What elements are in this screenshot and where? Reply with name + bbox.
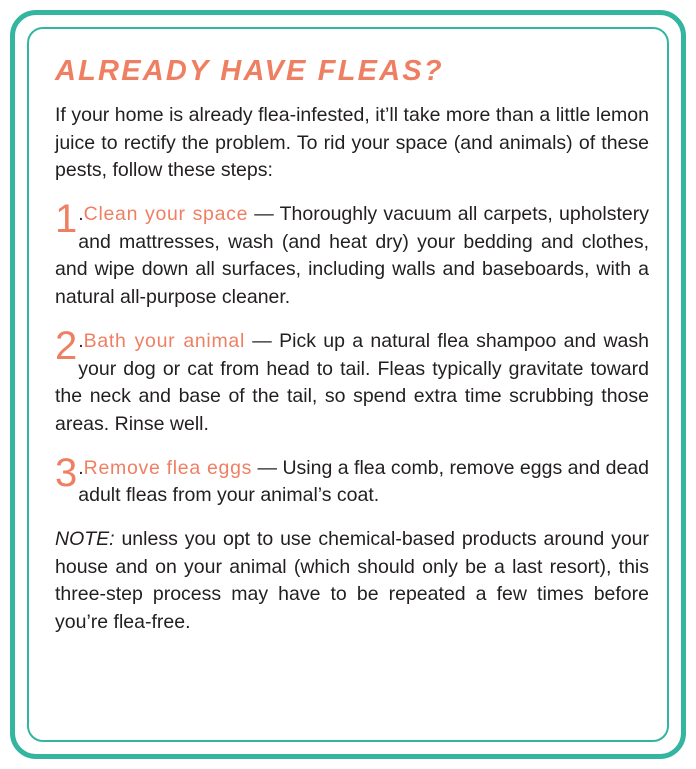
info-card [10, 10, 686, 759]
step-lead: Clean your space [83, 203, 249, 226]
step-body: — Pick up a natural flea shampoo and wash your dog or cat from head to tail. Fleas typically gravitate toward the neck and base of the tail, so spend extra time scrubbing those areas. Rinse well. [55, 329, 649, 435]
step-number-dot: . [78, 203, 84, 226]
step-body: — Using a flea comb, remove eggs and dead adult fleas from your animal’s coat. [78, 456, 649, 507]
step-lead: Bath your animal [83, 329, 245, 352]
list-item [55, 323, 649, 439]
list-item [55, 197, 649, 312]
step-number: 3 [55, 450, 78, 495]
note-body: unless you opt to use chemical-based products around your house and on your animal (which should only be a last resort), this three-step process may have to be repeated a few times before you’re flea-free. [55, 527, 649, 633]
note-paragraph [55, 526, 649, 637]
note-label: NOTE: [55, 527, 115, 550]
card-content [55, 55, 649, 730]
step-number-dot: . [78, 329, 84, 352]
step-body: — Thoroughly vacuum all carpets, upholstery and mattresses, wash (and heat dry) your bedding and clothes, and wipe down all surfaces, including walls and baseboards, with a natural all-purpose cleaner. [55, 203, 649, 309]
info-card-inner-border [27, 27, 669, 742]
step-number: 1 [55, 197, 78, 242]
step-number-dot: . [78, 456, 84, 479]
intro-paragraph: If your home is already flea-infested, it’ll take more than a little lemon juice to rectify the problem. To rid your space (and animals) of these pests, follow these steps: [55, 104, 649, 182]
step-number: 2 [55, 323, 78, 368]
step-lead: Remove flea eggs [83, 456, 253, 479]
list-item [55, 450, 649, 510]
page-title: ALREADY HAVE FLEAS? [55, 55, 444, 87]
